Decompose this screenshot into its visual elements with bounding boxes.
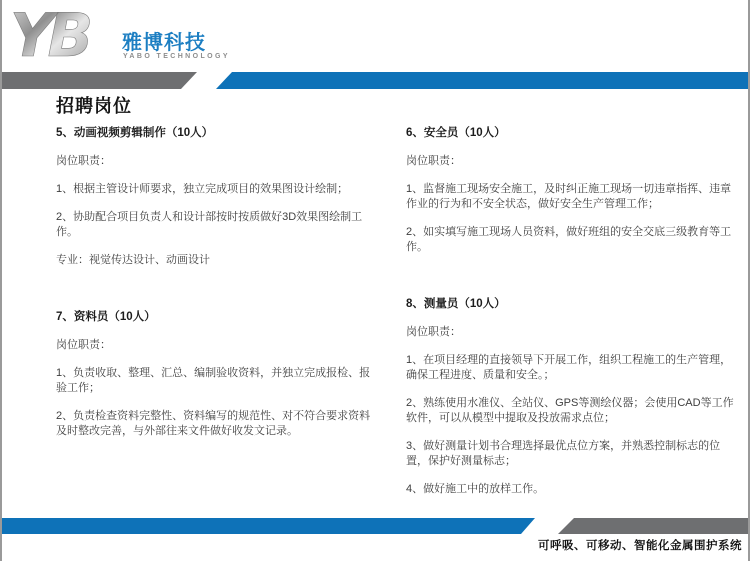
job-item: 4、做好施工中的放样工作。 xyxy=(406,483,545,495)
job-major: 专业：视觉传达设计、动画设计 xyxy=(56,254,210,266)
right-column xyxy=(406,124,740,497)
footer-gray-bar xyxy=(558,518,748,534)
job-section-6 xyxy=(406,124,740,255)
job-section-7 xyxy=(56,308,378,439)
svg-text:YB: YB xyxy=(10,1,88,70)
job-title: 6、安全员（10人） xyxy=(406,127,506,139)
yb-monogram-icon xyxy=(10,0,114,70)
duty-label: 岗位职责： xyxy=(406,155,461,167)
job-item: 3、做好测量计划书合理选择最优点位方案，并熟悉控制标志的位置，保护好测量标志； xyxy=(406,440,721,467)
header-gray-bar xyxy=(2,72,197,89)
footer-blue-bar xyxy=(2,518,535,534)
company-logo xyxy=(10,0,114,75)
job-title: 7、资料员（10人） xyxy=(56,311,156,323)
job-item: 2、负责检查资料完整性、资料编写的规范性、对不符合要求资料及时整改完善，与外部往来文件做好收发文记录。 xyxy=(56,410,371,437)
job-section-5 xyxy=(56,124,378,268)
header-blue-bar xyxy=(216,72,748,89)
job-item: 1、在项目经理的直接领导下开展工作，组织工程施工的生产管理，确保工程进度、质量和安全。； xyxy=(406,354,732,381)
job-title: 5、动画视频剪辑制作（10人） xyxy=(56,127,214,139)
duty-label: 岗位职责： xyxy=(56,339,111,351)
job-item: 1、监督施工现场安全施工，及时纠正施工现场一切违章指挥、违章作业的行为和不安全状态，做好安全生产管理工作； xyxy=(406,183,732,210)
job-item: 2、协助配合项目负责人和设计部按时按质做好3D效果图绘制工作。 xyxy=(56,211,363,238)
duty-label: 岗位职责： xyxy=(406,326,461,338)
job-item: 2、熟练使用水准仪、全站仪、GPS等测绘仪器；会使用CAD等工作软件，可以从模型中提取及投放需求点位； xyxy=(406,397,734,424)
job-section-8 xyxy=(406,295,740,497)
company-name-en: YABO TECHNOLOGY xyxy=(123,53,230,60)
page-title: 招聘岗位 xyxy=(56,96,132,116)
job-item: 2、如实填写施工现场人员资料，做好班组的安全交底三级教育等工作。 xyxy=(406,226,732,253)
footer-slogan: 可呼吸、可移动、智能化金属围护系统 xyxy=(538,540,742,552)
job-title: 8、测量员（10人） xyxy=(406,298,506,310)
job-item: 1、负责收取、整理、汇总、编制验收资料，并独立完成报检、报验工作； xyxy=(56,367,371,394)
company-name-cn: 雅博科技 xyxy=(122,32,206,54)
duty-label: 岗位职责： xyxy=(56,155,111,167)
job-item: 1、根据主管设计师要求，独立完成项目的效果图设计绘制； xyxy=(56,183,349,195)
left-column xyxy=(56,124,378,439)
